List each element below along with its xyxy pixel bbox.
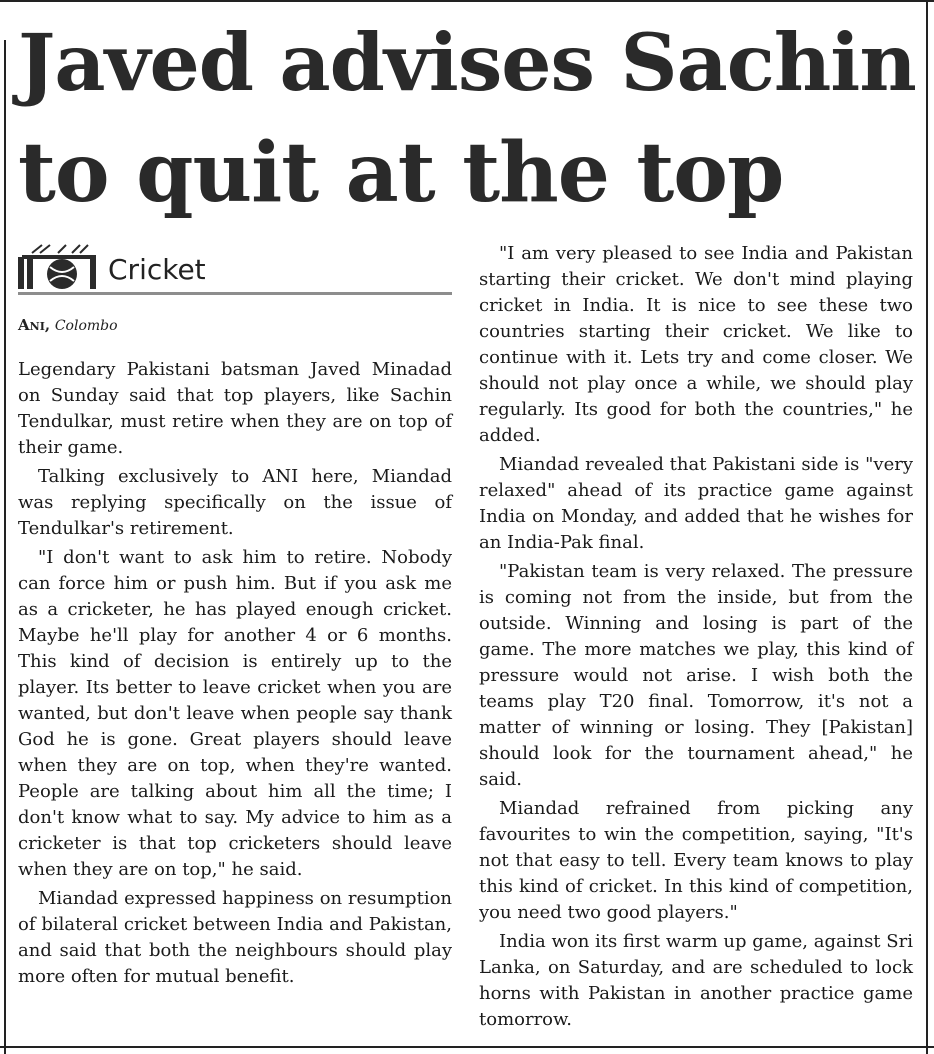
byline-agency: Ani,	[18, 316, 51, 334]
byline	[18, 316, 118, 334]
body-paragraph: Legendary Pakistani batsman Javed Minadad on Sunday said that top players, like Sachin Tendulkar, must retire when they are on top of their game.	[18, 359, 452, 458]
body-paragraph: "I don't want to ask him to retire. Nobody can force him or push him. But if you ask me as a cricketer, he has played enough cricket. Maybe he'll play for another 4 or 6 months. This kind of decision is entirely up to the player. Its better to leave cricket when you are wanted, but don't leave when people say thank God he is gone. Great players should leave when they are on top, when they're wanted. People are talking about him all the time; I don't know what to say. My advice to him as a cricketer is that top cricketers should leave when they are on top," he said.	[18, 547, 452, 880]
top-rule	[0, 0, 934, 2]
headline-line-1: Javed advises Sachin	[18, 16, 916, 109]
left-frame-rule	[4, 40, 6, 1054]
body-paragraph: India won its first warm up game, against Sri Lanka, on Saturday, and are scheduled to lock horns with Pakistan in another practice game tomorrow.	[479, 931, 913, 1030]
article-column-right	[479, 241, 913, 1036]
body-paragraph: Talking exclusively to ANI here, Miandad was replying specifically on the issue of Tendulkar's retirement.	[18, 466, 452, 539]
bottom-rule	[0, 1046, 934, 1048]
body-paragraph: Miandad refrained from picking any favourites to win the competition, saying, "It's not that easy to tell. Every team knows to play this kind of cricket. In this kind of competition, you need two good players."	[479, 798, 913, 923]
headline	[18, 8, 923, 228]
section-tag	[18, 243, 452, 297]
article-column-left	[18, 357, 452, 993]
body-paragraph: "Pakistan team is very relaxed. The pressure is coming not from the inside, but from the outside. Winning and losing is part of the game. The more matches we play, this kind of pressure would not arise. I wish both the teams play T20 final. Tomorrow, it's not a matter of winning or losing. They [Pakistan] should look for the tournament ahead," he said.	[479, 561, 913, 790]
body-paragraph: Miandad expressed happiness on resumption of bilateral cricket between India and Pakistan, and said that both the neighbours should play more often for mutual benefit.	[18, 888, 452, 987]
body-paragraph: "I am very pleased to see India and Pakistan starting their cricket. We don't mind playing cricket in India. It is nice to see these two countries starting their cricket. We like to continue with it. Lets try and come closer. We should not play once a while, we should play regularly. Its good for both the countries," he added.	[479, 243, 913, 446]
byline-place: Colombo	[54, 318, 118, 334]
right-frame-rule	[926, 0, 928, 1054]
section-label: Cricket	[108, 253, 206, 286]
section-rule	[18, 292, 452, 295]
cricket-stumps-ball-icon	[18, 243, 102, 291]
body-paragraph: Miandad revealed that Pakistani side is "very relaxed" ahead of its practice game against India on Monday, and added that he wishes for an India-Pak final.	[479, 454, 913, 553]
headline-line-2: to quit at the top	[18, 125, 784, 221]
